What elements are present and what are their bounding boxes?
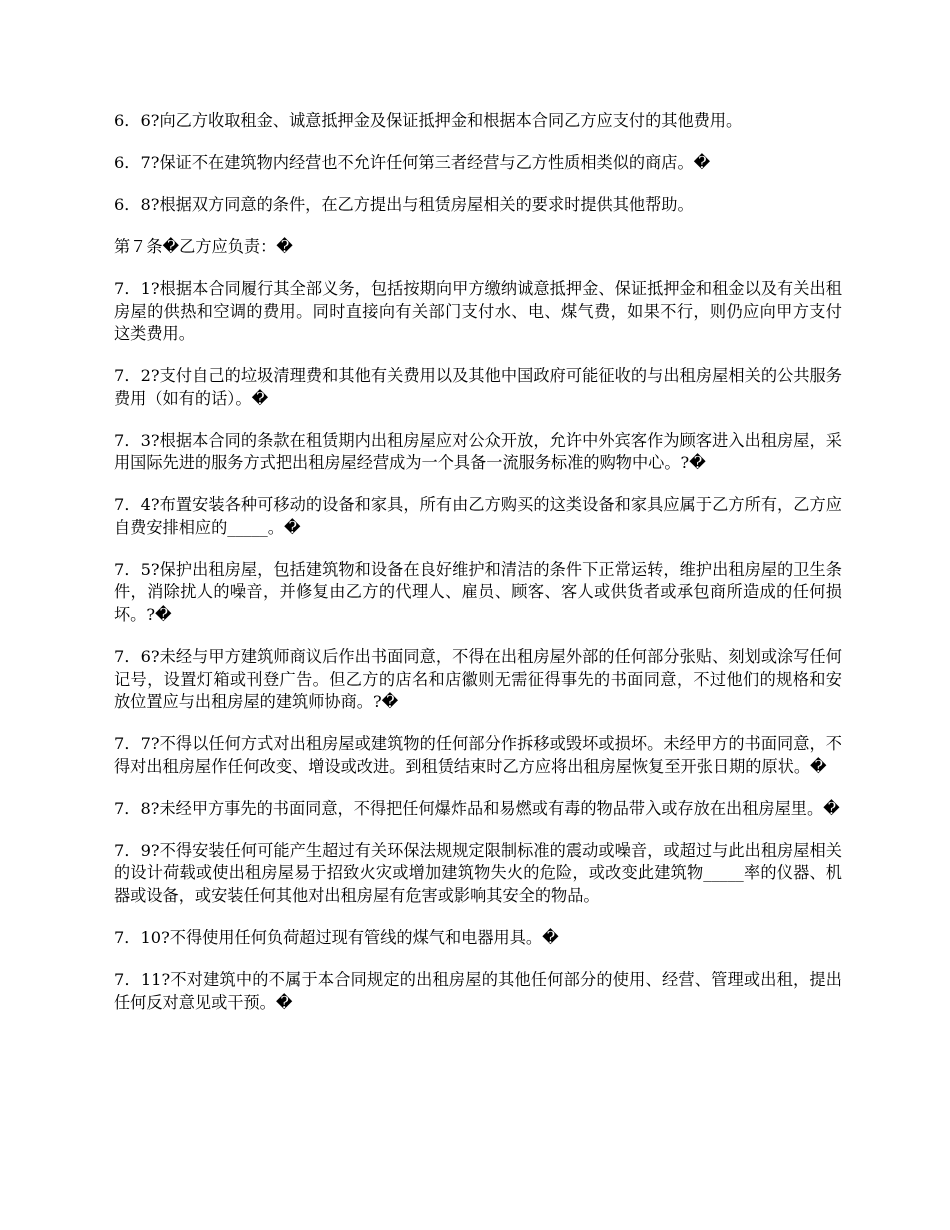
clause-7-3: 7．3?根据本合同的条款在租赁期内出租房屋应对公众开放，允许中外宾客作为顾客进入出租房屋，采用国际先进的服务方式把出租房屋经营成为一个具备一流服务标准的购物中心。?� <box>114 430 842 473</box>
clause-7-11: 7．11?不对建筑中的不属于本合同规定的出租房屋的其他任何部分的使用、经营、管理或出租，提出任何反对意见或干预。� <box>114 969 842 1012</box>
article-7-heading: 第７条�乙方应负责：� <box>114 236 293 256</box>
document-page <box>114 110 842 1033</box>
clause-6-8: 6．8?根据双方同意的条件，在乙方提出与租赁房屋相关的要求时提供其他帮助。 <box>114 194 694 214</box>
clause-7-5: 7．5?保护出租房屋，包括建筑物和设备在良好维护和清洁的条件下正常运转，维护出租房屋的卫生条件，消除扰人的噪音，并修复由乙方的代理人、雇员、顾客、客人或供货者或承包商所造成的任何损坏。?� <box>114 559 842 625</box>
clause-7-10: 7．10?不得使用任何负荷超过现有管线的煤气和电器用具。� <box>114 927 559 947</box>
clause-6-6: 6．6?向乙方收取租金、诚意抵押金及保证抵押金和根据本合同乙方应支付的其他费用。 <box>114 111 743 130</box>
clause-7-2: 7．2?支付自己的垃圾清理费和其他有关费用以及其他中国政府可能征收的与出租房屋相关的公共服务费用（如有的话）。� <box>114 366 842 408</box>
clause-7-4: 7．4?布置安装各种可移动的设备和家具，所有由乙方购买的这类设备和家具应属于乙方所有，乙方应自费安排相应的_____。� <box>114 495 842 537</box>
clause-7-6: 7．6?未经与甲方建筑师商议后作出书面同意，不得在出租房屋外部的任何部分张贴、刻划或涂写任何记号，设置灯箱或刊登广告。但乙方的店名和店徽则无需征得事先的书面同意，不过他们的规格和安放位置应与出租房屋的建筑师协商。?� <box>114 647 842 712</box>
clause-7-8: 7．8?未经甲方事先的书面同意，不得把任何爆炸品和易燃或有毒的物品带入或存放在出租房屋里。� <box>114 798 840 818</box>
clause-6-7: 6．7?保证不在建筑物内经营也不允许任何第三者经营与乙方性质相类似的商店。� <box>114 152 711 172</box>
clause-7-7: 7．7?不得以任何方式对出租房屋或建筑物的任何部分作拆移或毁坏或损坏。未经甲方的书面同意，不得对出租房屋作任何改变、增设或改进。到租赁结束时乙方应将出租房屋恢复至开张日期的原状。� <box>114 734 842 776</box>
clause-7-1: 7．1?根据本合同履行其全部义务，包括按期向甲方缴纳诚意抵押金、保证抵押金和租金以及有关出租房屋的供热和空调的费用。同时直接向有关部门支付水、电、煤气费，如果不行，则仍应向甲方支付这类费用。 <box>114 278 842 344</box>
clause-7-9: 7．9?不得安装任何可能产生超过有关环保法规规定限制标准的震动或噪音，或超过与此出租房屋相关的设计荷载或使出租房屋易于招致火灾或增加建筑物失火的危险，或改变此建筑物_____率的仪器、机器或设备，或安装任何其他对出租房屋有危害或影响其安全的物品。 <box>114 840 842 905</box>
